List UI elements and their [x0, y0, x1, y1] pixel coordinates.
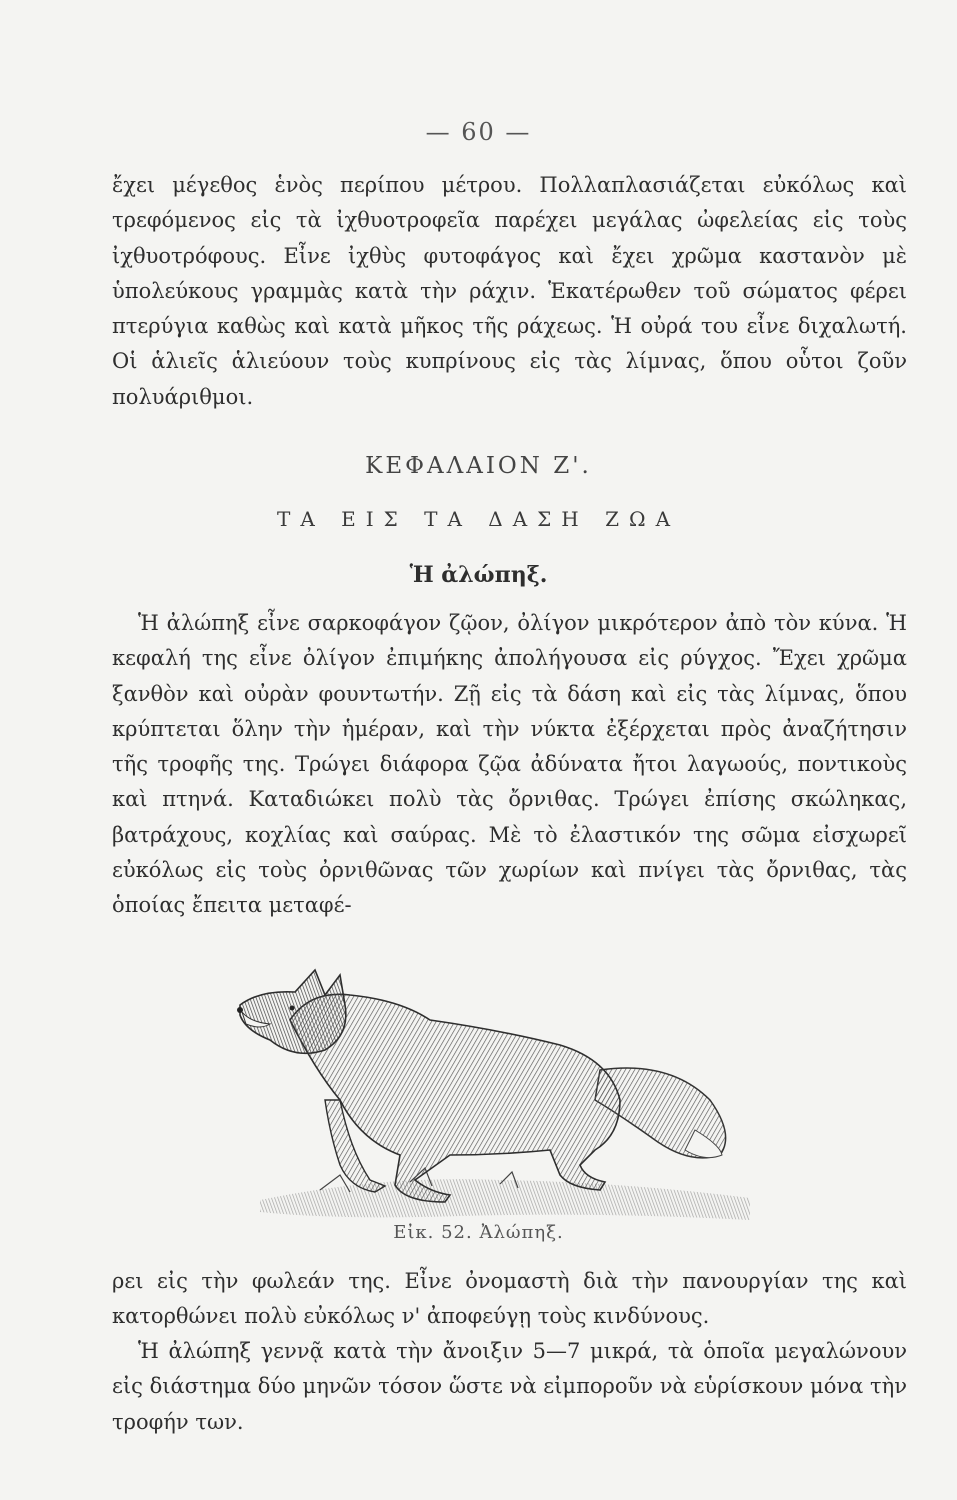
paragraph-fox-den: ρει εἰς τὴν φωλεάν της. Εἶνε ὀνομαστὴ διὰ τὴν πανουργίαν της καὶ κατορθώνει πολὺ εὐκόλως ν' ἀποφεύγῃ τοὺς κινδύνους.	[112, 1269, 907, 1329]
section-heading: ΤΑ ΕΙΣ ΤΑ ΔΑΣΗ ΖΩΑ	[276, 507, 681, 531]
figure-caption: Εἰκ. 52. Ἀλώπηξ.	[393, 1222, 564, 1243]
page-number: — 60 —	[425, 118, 532, 146]
paragraph-fox-young: Ἡ ἀλώπηξ γεννᾷ κατὰ τὴν ἄνοιξιν 5—7 μικρά, τὰ ὁποῖα μεγαλώνουν εἰς διάστημα δύο μηνῶν τόσον ὥστε νὰ εἰμποροῦν νὰ εὑρίσκουν μόνα τὴν τροφήν των.	[112, 1339, 907, 1434]
chapter-heading: ΚΕΦΑΛΑΙΟΝ Ζ'.	[365, 453, 592, 479]
fox-illustration	[200, 950, 760, 1232]
paragraph-carp-end: ἔχει μέγεθος ἑνὸς περίπου μέτρου. Πολλαπλασιάζεται εὐκόλως καὶ τρεφόμενος εἰς τὰ ἰχθυοτροφεῖα παρέχει μεγάλας ὠφελείας εἰς τοὺς ἰχθυοτρόφους. Εἶνε ἰχθὺς φυτοφάγος καὶ ἔχει χρῶμα καστανὸν μὲ ὑπολεύκους γραμμὰς κατὰ τὴν ράχιν. Ἑκατέρωθεν τοῦ σώματος φέρει πτερύγια καθὼς καὶ κατὰ μῆκος τῆς ράχεως. Ἡ οὐρά του εἶνε διχαλωτή. Οἱ ἁλιεῖς ἁλιεύουν τοὺς κυπρίνους εἰς τὰς λίμνας, ὅπου οὗτοι ζοῦν πολυάριθμοι.	[112, 173, 907, 409]
paragraph-fox-description: Ἡ ἀλώπηξ εἶνε σαρκοφάγον ζῷον, ὀλίγον μικρότερον ἀπὸ τὸν κύνα. Ἡ κεφαλή της εἶνε ὀλίγον ἐπιμήκης ἀπολήγουσα εἰς ρύγχος. Ἔχει χρῶμα ξανθὸν καὶ οὐρὰν φουντωτήν. Ζῇ εἰς τὰ δάση καὶ εἰς τὰς λίμνας, ὅπου κρύπτεται ὅλην τὴν ἡμέραν, καὶ τὴν νύκτα ἐξέρχεται πρὸς ἀναζήτησιν τῆς τροφῆς της. Τρώγει διάφορα ζῷα ἀδύνατα ἤτοι λαγωούς, ποντικοὺς καὶ πτηνά. Καταδιώκει πολὺ τὰς ὄρνιθας. Τρώγει ἐπίσης σκώληκας, βατράχους, κοχλίας καὶ σαύρας. Μὲ τὸ ἐλαστικόν της σῶμα εἰσχωρεῖ εὐκόλως εἰς τοὺς ὀρνιθῶνας τῶν χωρίων καὶ πνίγει τὰς ὄρνιθας, τὰς ὁποίας ἔπειτα μεταφέ-	[112, 611, 907, 918]
fox-engraving-icon	[200, 950, 760, 1232]
fox-subheading: Ἡ ἀλώπηξ.	[409, 562, 548, 588]
